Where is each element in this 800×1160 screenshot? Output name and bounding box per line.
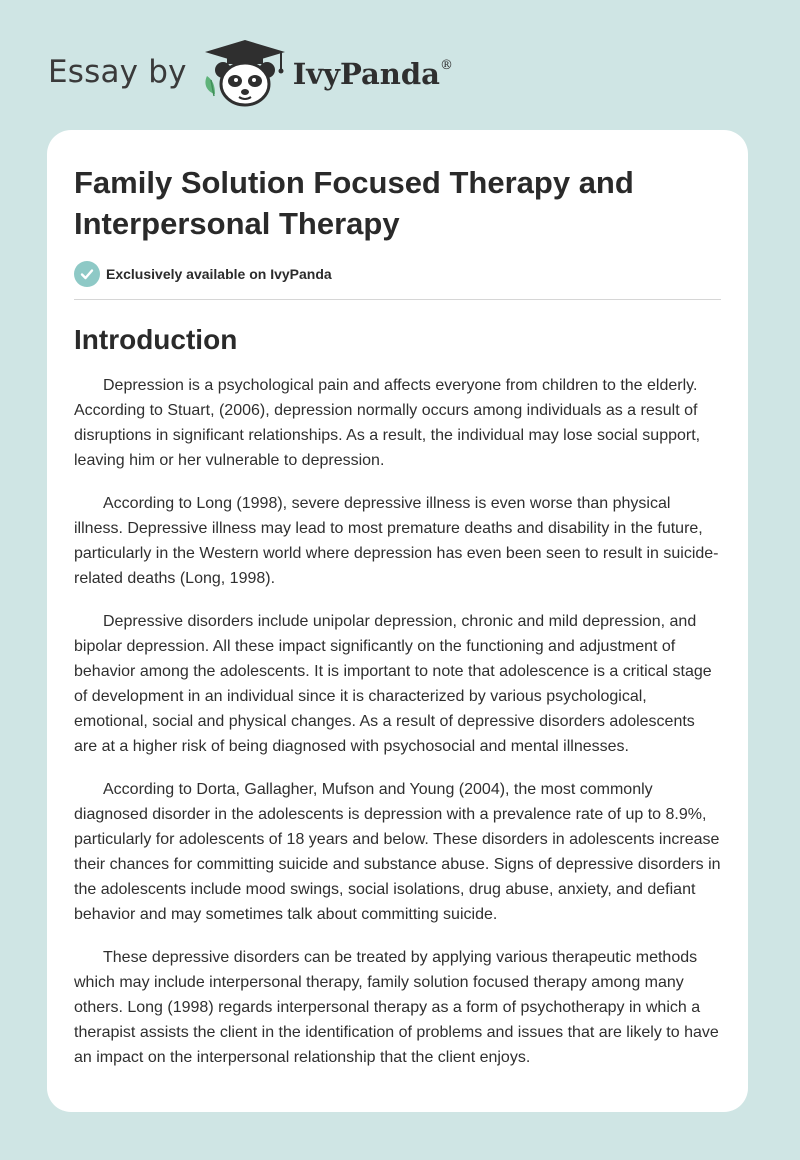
article-title: Family Solution Focused Therapy and Interpersonal Therapy	[74, 165, 634, 241]
brand-name-text: IvyPanda	[292, 57, 440, 91]
paragraph: Depressive disorders include unipolar depression, chronic and mild depression, and bipolar depression. All these impact significantly on the functioning and adjustment of behavior among the adolescents. It is important to note that adolescence is a critical stage of development in an individual since it is characterized by various psychological, emotional, social and physical changes. As a result of depressive disorders adolescents are at a higher risk of being diagnosed with psychosocial and mental illnesses.	[74, 613, 712, 755]
brand-prefix: Essay by	[48, 54, 187, 90]
registered-mark: ®	[439, 58, 453, 74]
paragraph: These depressive disorders can be treated by applying various therapeutic methods which may include interpersonal therapy, family solution focused therapy among many others. Long (1998) regards interpersonal therapy as a form of psychotherapy in which a therapist assists the client in the identification of problems and issues that are likely to have an impact on the interpersonal relationship that the client enjoys.	[74, 949, 719, 1066]
divider	[74, 299, 721, 300]
brand-name	[293, 57, 453, 91]
panda-graduate-icon[interactable]	[201, 36, 289, 108]
badge-text: Exclusively available on IvyPanda	[106, 266, 332, 282]
article-body	[74, 373, 721, 1070]
paragraph: Depression is a psychological pain and affects everyone from children to the elderly. According to Stuart, (2006), depression normally occurs among individuals as a result of disruptions in significant relationships. As a result, the individual may lose social support, leaving him or her vulnerable to depression.	[74, 377, 701, 469]
article-card	[47, 130, 748, 1112]
exclusive-badge	[74, 260, 721, 288]
paragraph: According to Dorta, Gallagher, Mufson and Young (2004), the most commonly diagnosed disorder in the adolescents is depression with a prevalence rate of up to 8.9%, particularly for adolescents of 18 years and below. These disorders in adolescents increase their chances for committing suicide and substance abuse. Signs of depressive disorders in the adolescents include mood swings, social isolations, drug abuse, anxiety, and defiant behavior and may sometimes talk about committing suicide.	[74, 781, 721, 923]
paragraph: According to Long (1998), severe depressive illness is even worse than physical illness. Depressive illness may lead to most premature deaths and disability in the future, particularly in the Western world where depression has even been seen to result in suicide-related deaths (Long, 1998).	[74, 495, 719, 587]
check-circle-icon	[74, 261, 100, 287]
section-heading: Introduction	[74, 324, 238, 355]
site-header	[48, 36, 453, 108]
